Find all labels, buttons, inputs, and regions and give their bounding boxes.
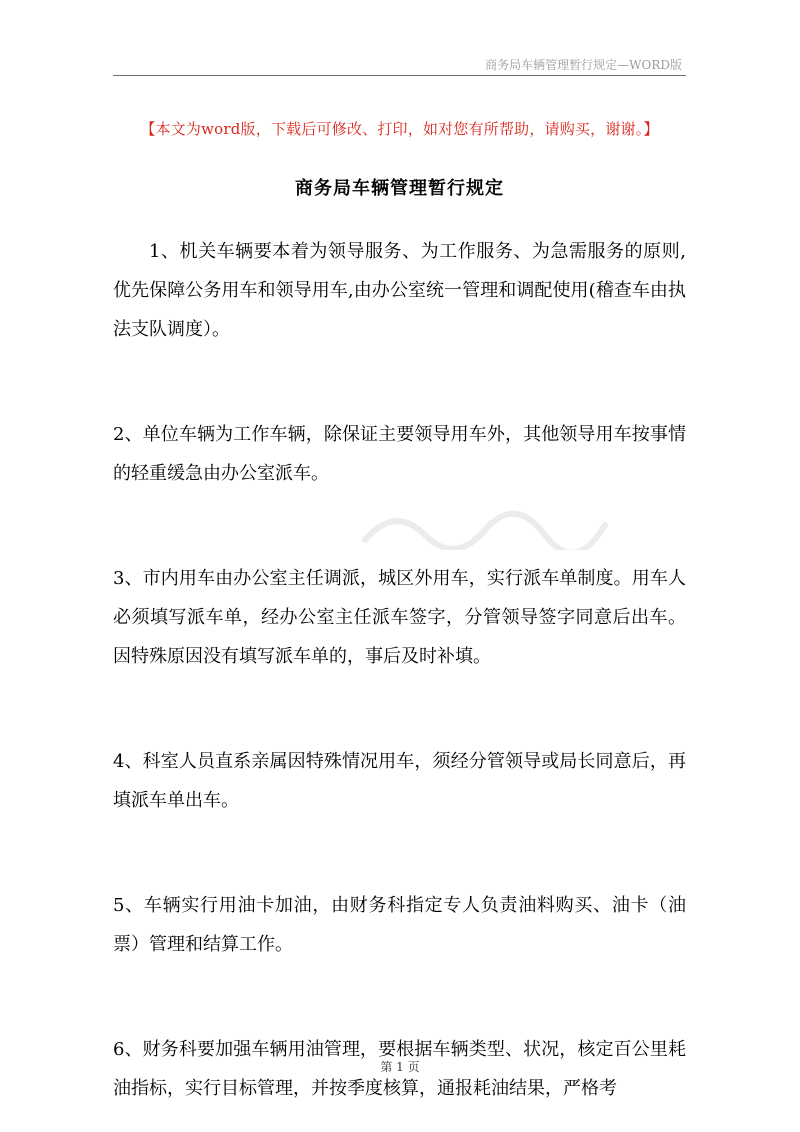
- paragraph-2: 2、单位车辆为工作车辆，除保证主要领导用车外，其他领导用车按事情的轻重缓急由办公室派车。: [113, 424, 686, 484]
- running-header: 商务局车辆管理暂行规定—WORD版: [485, 58, 682, 72]
- page-number: 第 1 页: [380, 1060, 420, 1074]
- paragraph-6: 6、财务科要加强车辆用油管理，要根据车辆类型、状况，核定百公里耗油指标，实行目标管理，并按季度核算，通报耗油结果，严格考: [113, 1039, 686, 1099]
- document-title: 商务局车辆管理暂行规定: [295, 178, 504, 199]
- paragraph-5: 5、车辆实行用油卡加油，由财务科指定专人负责油料购买、油卡（油票）管理和结算工作。: [113, 895, 686, 955]
- paragraph-4: 4、科室人员直系亲属因特殊情况用车，须经分管领导或局长同意后，再填派车单出车。: [113, 751, 686, 811]
- purchase-notice: 【本文为word版，下载后可修改、打印，如对您有所帮助，请购买，谢谢。】: [140, 120, 659, 138]
- paragraph-3: 3、市内用车由办公室主任调派，城区外用车，实行派车单制度。用车人必须填写派车单，经办公室主任派车签字，分管领导签字同意后出车。因特殊原因没有填写派车单的，事后及时补填。: [113, 568, 686, 667]
- document-body: [113, 232, 686, 1108]
- paragraph-1: 1、机关车辆要本着为领导服务、为工作服务、为急需服务的原则,优先保障公务用车和领导用车,由办公室统一管理和调配使用(稽查车由执法支队调度）。: [113, 241, 686, 340]
- header-divider: [113, 75, 686, 76]
